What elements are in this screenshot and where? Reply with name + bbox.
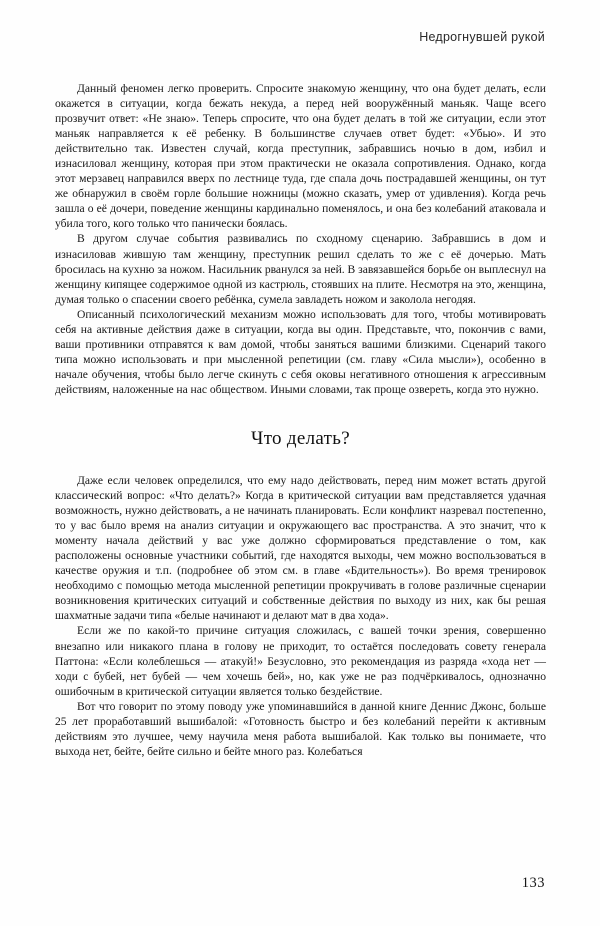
paragraph: Вот что говорит по этому поводу уже упоминавшийся в данной книге Деннис Джонс, больше 25 лет проработавший вышибалой: «Готовность быстро и без колебаний перейти к активным действиям это лучшее, чему научила меня работа вышибалой. Как только вы понимаете, что выхода нет, бейте, бейте сильно и бейте много раз. Колебаться — [55, 699, 546, 758]
page-number: 133 — [521, 875, 545, 891]
paragraph: В другом случае события развивались по сходному сценарию. Забравшись в дом и изнасиловав жившую там женщину, преступник решил сделать то же с её дочерью. Мать бросилась на кухню за ножом. Насильник рванулся за ней. В завязавшейся борьбе он выплеснул на женщину кипящее содержимое одной из кастрюль, стоявших на плите. Несмотря на это, женщина, думая только о спасении своего ребёнка, сумела завладеть ножом и заколола негодяя. — [55, 232, 546, 306]
paragraph: Данный феномен легко проверить. Спросите знакомую женщину, что она будет делать, если окажется в ситуации, когда бежать некуда, а перед ней вооружённый маньяк. Чаще всего прозвучит ответ: «Не знаю». Теперь спросите, что она будет делать в той же ситуации, если этот маньяк направляется к её ребенку. В большинстве случаев ответ будет: «Убью». И это действительно так. Известен случай, когда преступник, забравшись ночью в дом, избил и изнасиловал женщину, которая при этом практически не оказала сопротивления. Однако, когда этот мерзавец направился вверх по лестнице туда, где спала дочь пострадавшей женщины, он тут же обнаружил в своём горле большие ножницы (можно сказать, умер от удивления). Когда речь зашла о её дочери, поведение женщины кардинально поменялось, и она без колебаний атаковала и убила того, кого только что панически боялась. — [55, 82, 546, 231]
paragraph: Если же по какой-то причине ситуация сложилась, с вашей точки зрения, совершенно внезапно или никакого плана в голову не приходит, то остаётся последовать совету генерала Паттона: «Если колеблешься — атакуй!» Безусловно, это рекомендация из разряда «хода нет — ходи с бубей, нет бубей — чем хочешь бей», но, как уже не раз подчёркивалось, однозначно ошибочным в критической ситуации является только бездействие. — [55, 624, 546, 698]
section-heading: Что делать? — [251, 427, 350, 449]
paragraph: Описанный психологический механизм можно использовать для того, чтобы мотивировать себя на активные действия даже в ситуации, когда вы один. Представьте, что, покончив с вами, ваши противники отправятся к вам домой, чтобы заняться вашими близкими. Сценарий такого типа можно использовать и при мысленной репетиции (см. главу «Сила мысли»), особенно в начале обучения, чтобы было легче скинуть с себя оковы негативного отношения к агрессивным действиям, наложенные на нас обществом. Иными словами, так проще озвереть, когда это нужно. — [55, 307, 546, 396]
running-head: Недрогнувшей рукой — [419, 30, 545, 44]
page-content — [55, 81, 546, 759]
paragraph: Даже если человек определился, что ему надо действовать, перед ним может встать другой классический вопрос: «Что делать?» Когда в критической ситуации вам представляется удачная возможность, нужно действовать, а не начинать планировать. Если конфликт назревал постепенно, то у вас было время на анализ ситуации и окружающего вас пространства. А это значит, что к моменту начала действий у вас уже должно сформироваться представление о том, как расположены основные участники событий, где находятся выходы, чем можно воспользоваться в качестве оружия и т.п. (подробнее об этом см. в главе «Бдительность»). Во время тренировок необходимо с помощью метода мысленной репетиции прокручивать в голове различные сценарии возникновения критических ситуаций и собственные действия по выходу из них, как бы решая шахматные задачи типа «белые начинают и делают мат в два хода». — [55, 473, 546, 623]
